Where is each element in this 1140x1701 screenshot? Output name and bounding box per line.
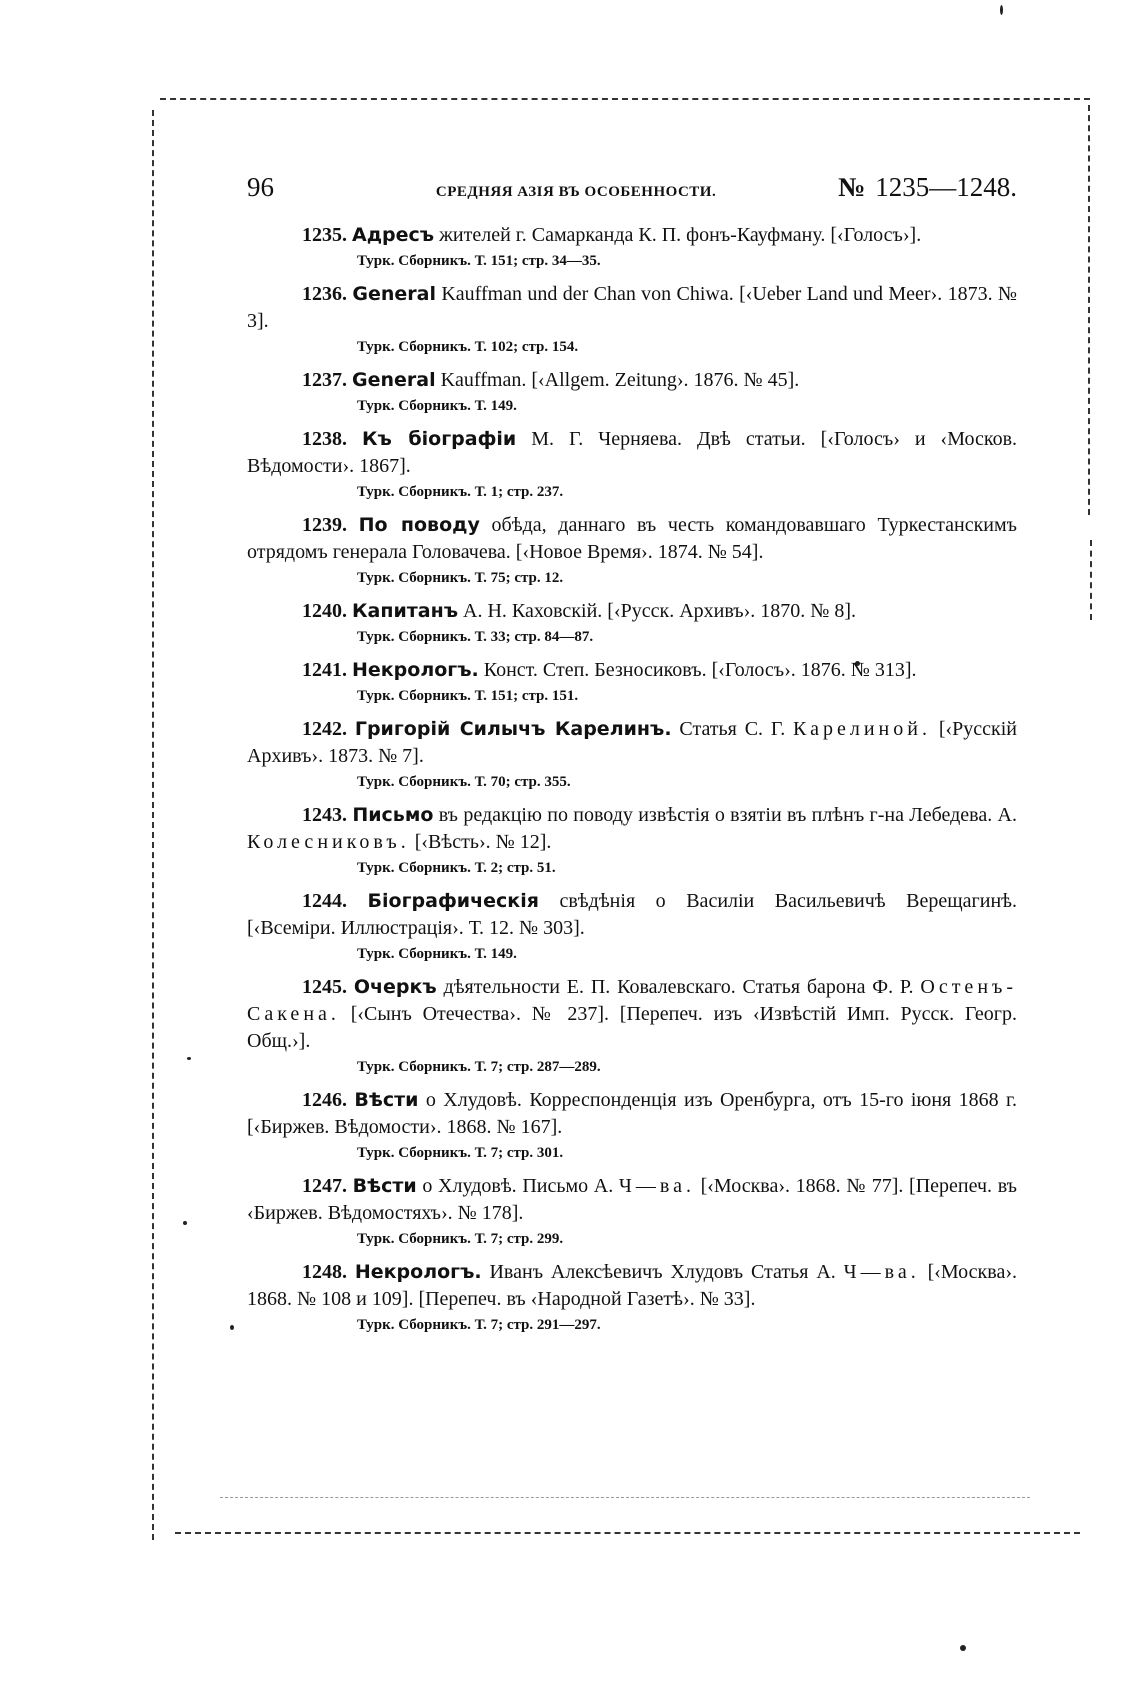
entry-source: Турк. Сборникъ. Т. 7; стр. 287—289. <box>357 1059 601 1075</box>
frame-left-line <box>152 110 154 1540</box>
entry-number: 1244. <box>302 890 347 912</box>
entry-heading: General <box>352 283 436 305</box>
running-title: СРЕДНЯЯ АЗІЯ ВЪ ОСОБЕННОСТИ. <box>435 184 717 200</box>
frame-right-line-lower <box>1090 540 1092 620</box>
bibliography-entry <box>247 657 1017 706</box>
entry-text-continued: [‹Русскій Архивъ›. 1873. № 7]. <box>247 718 1017 767</box>
entry-number: 1247. <box>302 1175 347 1197</box>
entry-author-spaced: Колесниковъ. <box>247 831 410 853</box>
bibliography-entry <box>247 716 1017 792</box>
entry-source: Турк. Сборникъ. Т. 7; стр. 301. <box>357 1145 564 1161</box>
entry-text-continued: [‹Вѣсть›. № 12]. <box>414 831 552 853</box>
entry-text: о Хлудовѣ. Письмо А. <box>422 1175 614 1197</box>
entry-author-spaced: Ч—ва. <box>843 1261 920 1283</box>
entry-text-continued: [‹Москва›. 1868. № 77]. [Перепеч. въ ‹Биржев. Вѣдомостяхъ›. № 178]. <box>247 1175 1017 1224</box>
entry-number: 1235. <box>302 224 347 246</box>
entry-author-spaced: Остенъ-Сакена. <box>247 976 1018 1025</box>
entry-text: М. Г. Черняева. Двѣ статьи. [‹Голосъ› и ‹Москов. Вѣдомости›. 1867]. <box>247 428 1018 477</box>
scan-speck <box>183 1221 187 1225</box>
entry-text-continued: [‹Москва›. 1868. № 108 и 109]. [Перепеч. въ ‹Народной Газетѣ›. № 33]. <box>247 1261 1017 1310</box>
entry-source: Турк. Сборникъ. Т. 7; стр. 299. <box>357 1231 564 1247</box>
entry-source: Турк. Сборникъ. Т. 102; стр. 154. <box>357 339 579 355</box>
entry-text: въ редакцію по поводу извѣстія о взятіи въ плѣнъ г-на Лебедева. А. <box>438 804 1017 826</box>
entry-number: 1242. <box>302 718 347 740</box>
scan-speck <box>230 1325 234 1330</box>
entry-text: Kauffman. [‹Allgem. Zeitung›. 1876. № 45]. <box>440 369 800 391</box>
bibliography-entry <box>247 1173 1017 1249</box>
entry-source: Турк. Сборникъ. Т. 7; стр. 291—297. <box>357 1317 601 1333</box>
bibliography-entry <box>247 512 1017 588</box>
document-page <box>247 172 1017 1345</box>
entry-heading: General <box>352 369 436 391</box>
bibliography-entry <box>247 281 1017 357</box>
entry-number: 1236. <box>302 283 347 305</box>
entry-text: свѣдѣнія о Василіи Васильевичѣ Верещагинѣ. [‹Всеміри. Иллюстрація›. Т. 12. № 303]. <box>247 890 1018 939</box>
bibliography-entry <box>247 598 1017 647</box>
bibliography-entry <box>247 888 1017 964</box>
entry-range-value: 1235—1248. <box>875 172 1017 202</box>
bibliography-entry <box>247 802 1017 878</box>
bibliography-entry <box>247 426 1017 502</box>
entry-text: дѣятельности Е. П. Ковалевскаго. Статья барона Ф. Р. <box>443 976 914 998</box>
entry-source: Турк. Сборникъ. Т. 2; стр. 51. <box>357 860 556 876</box>
entry-text-continued: [‹Сынъ Отечества›. № 237]. [Перепеч. изъ ‹Извѣстій Имп. Русск. Геогр. Общ.›]. <box>247 1003 1018 1052</box>
entry-heading: Капитанъ <box>352 600 459 622</box>
entry-text: Иванъ Алексѣевичъ Хлудовъ Статья А. <box>489 1261 836 1283</box>
entry-heading: Письмо <box>352 804 434 826</box>
bibliography-entry <box>247 367 1017 416</box>
entry-heading: Некрологъ. <box>352 659 479 681</box>
entry-author-spaced: Ч—ва. <box>618 1175 695 1197</box>
entry-number: 1243. <box>302 804 347 826</box>
entry-text: обѣда, даннаго въ честь командовавшаго Туркестанскимъ отрядомъ генерала Головачева. [‹Новое Время›. 1874. № 54]. <box>247 514 1018 563</box>
scan-speck <box>960 1645 966 1651</box>
entry-heading: Адресъ <box>352 224 435 246</box>
entry-number: 1248. <box>302 1261 347 1283</box>
entry-source: Турк. Сборникъ. Т. 151; стр. 34—35. <box>357 253 601 269</box>
entry-source: Турк. Сборникъ. Т. 149. <box>357 398 517 414</box>
bibliography-entry <box>247 974 1017 1077</box>
entry-source: Турк. Сборникъ. Т. 70; стр. 355. <box>357 774 571 790</box>
entry-heading: Некрологъ. <box>354 1261 482 1283</box>
entry-text: А. Н. Каховскій. [‹Русск. Архивъ›. 1870. № 8]. <box>463 600 857 622</box>
entry-source: Турк. Сборникъ. Т. 149. <box>357 946 517 962</box>
entry-range <box>838 172 1017 203</box>
entry-text: Статья С. Г. <box>679 718 786 740</box>
entry-heading: Вѣсти <box>352 1175 417 1197</box>
entry-number: 1238. <box>302 428 347 450</box>
bibliography-entry <box>247 1087 1017 1163</box>
frame-right-line <box>1088 105 1090 515</box>
page-header <box>247 172 1017 212</box>
entry-source: Турк. Сборникъ. Т. 75; стр. 12. <box>357 570 564 586</box>
entry-source: Турк. Сборникъ. Т. 151; стр. 151. <box>357 688 579 704</box>
frame-bottom-line <box>175 1532 1080 1534</box>
bibliography-entry <box>247 1259 1017 1335</box>
scan-speck <box>1000 5 1003 15</box>
entry-text: о Хлудовѣ. Корреспонденція изъ Оренбурга, отъ 15-го іюня 1868 г. [‹Биржев. Вѣдомости›. 1868. № 167]. <box>247 1089 1018 1138</box>
entry-heading: Біографическія <box>367 890 539 912</box>
entry-source: Турк. Сборникъ. Т. 1; стр. 237. <box>357 484 564 500</box>
frame-top-line <box>160 98 1090 100</box>
page-number: 96 <box>247 172 274 202</box>
entry-heading: По поводу <box>358 514 480 536</box>
entry-number: 1241. <box>302 659 347 681</box>
entry-number: 1237. <box>302 369 347 391</box>
bibliography-entry <box>247 222 1017 271</box>
entry-text: жителей г. Самарканда К. П. фонъ-Кауфману. [‹Голосъ›]. <box>439 224 922 246</box>
entry-number: 1240. <box>302 600 347 622</box>
scan-speck <box>187 1057 191 1060</box>
frame-inner-bottom-line <box>220 1497 1030 1498</box>
entry-author-spaced: Карелиной. <box>793 718 931 740</box>
entry-heading: Очеркъ <box>353 976 437 998</box>
entry-number: 1246. <box>302 1089 347 1111</box>
entry-number: 1245. <box>302 976 347 998</box>
entry-heading: Вѣсти <box>354 1089 419 1111</box>
entry-heading: Григорій Силычъ Карелинъ. <box>354 718 672 740</box>
entry-text: Конст. Степ. Безносиковъ. [‹Голосъ›. 1876. № 313]. <box>483 659 917 681</box>
entry-number: 1239. <box>302 514 347 536</box>
entry-heading: Къ біографіи <box>361 428 517 450</box>
number-sign: № <box>838 172 866 202</box>
entry-source: Турк. Сборникъ. Т. 33; стр. 84—87. <box>357 629 594 645</box>
entry-text: Kauffman und der Chan von Chiwa. [‹Ueber Land und Meer›. 1873. № 3]. <box>247 283 1018 332</box>
